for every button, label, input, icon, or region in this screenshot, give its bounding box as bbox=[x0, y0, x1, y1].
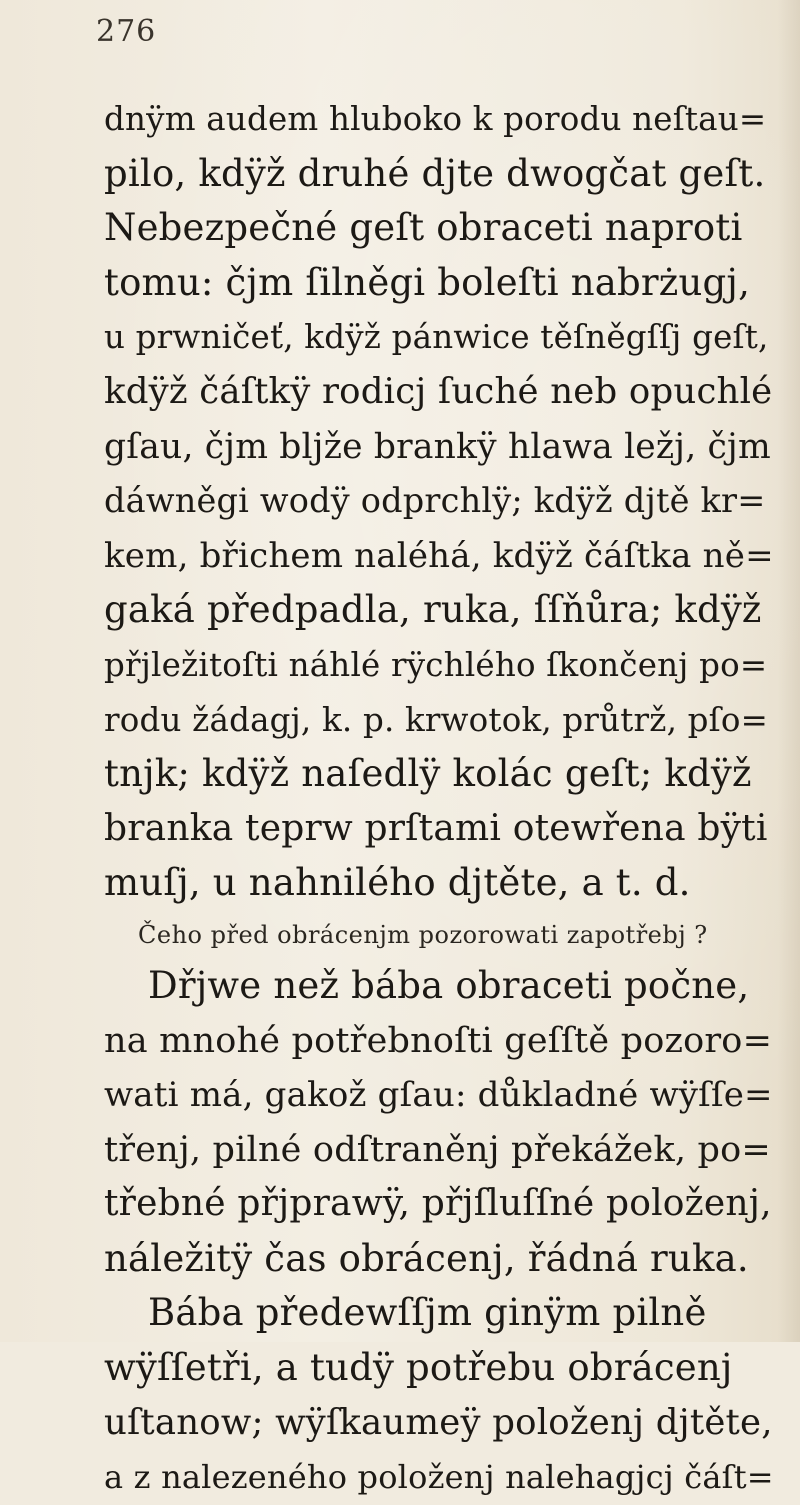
text-line: náležitÿ čas obrácenj, řádná ruka. bbox=[104, 1236, 749, 1280]
text-line: gſau, čjm bljže brankÿ hlawa ležj, čjm bbox=[104, 426, 771, 467]
text-line: branka teprw prſtami otewřena bÿti bbox=[104, 807, 768, 849]
text-line: Bába předewſſjm ginÿm pilně bbox=[148, 1291, 707, 1335]
text-line: kem, břichem naléhá, kdÿž čáſtka ně= bbox=[104, 535, 774, 576]
text-line: uſtanow; wÿſkaumeÿ položenj djtěte, bbox=[104, 1401, 773, 1443]
text-line: pilo, kdÿž druhé djte dwogčat geſt. bbox=[104, 151, 766, 195]
section-question: Čeho před obrácenjm pozorowati zapotřebj ? bbox=[138, 920, 708, 949]
text-line: třebné přjprawÿ, přjſluſſné položenj, bbox=[104, 1183, 772, 1225]
text-line: tnjk; kdÿž naſedlÿ kolác geſt; kdÿž bbox=[104, 752, 752, 796]
page-number: 276 bbox=[96, 14, 157, 49]
text-line: muſj, u nahnilého djtěte, a t. d. bbox=[104, 861, 691, 905]
text-line: dnÿm audem hluboko k porodu neſtau= bbox=[104, 100, 767, 138]
text-line: kdÿž čáſtkÿ rodicj ſuché neb opuchlé bbox=[104, 370, 773, 412]
text-line: gaká předpadla, ruka, ſſňůra; kdÿž bbox=[104, 588, 762, 632]
text-line: Nebezpečné geſt obraceti naproti bbox=[104, 206, 743, 250]
text-line: wati má, gakož gſau: důkladné wÿſſe= bbox=[104, 1075, 773, 1116]
text-line: Dřjwe než bába obraceti počne, bbox=[148, 963, 750, 1007]
text-line: wÿſſetři, a tudÿ potřebu obrácenj bbox=[104, 1346, 733, 1390]
text-line: na mnohé potřebnoſti geſſtě pozoro= bbox=[104, 1020, 773, 1061]
page-edge-shadow bbox=[778, 0, 800, 1342]
text-line: rodu žádagj, k. p. krwotok, průtrž, pſo= bbox=[104, 700, 769, 739]
text-line: u prwničeť, kdÿž pánwice těſněgſſj geſt, bbox=[104, 318, 769, 357]
text-line: třenj, pilné odſtraněnj překážek, po= bbox=[104, 1129, 771, 1170]
text-line: tomu: čjm ſilněgi boleſti nabrżugj, bbox=[104, 260, 751, 304]
body-text bbox=[104, 92, 774, 1505]
text-line: a z nalezeného položenj nalehagjcj čáſt= bbox=[104, 1458, 774, 1497]
text-line: dáwněgi wodÿ odprchlÿ; kdÿž djtě kr= bbox=[104, 481, 766, 521]
text-line: přjležitoſti náhlé rÿchlého ſkončenj po= bbox=[104, 645, 768, 684]
